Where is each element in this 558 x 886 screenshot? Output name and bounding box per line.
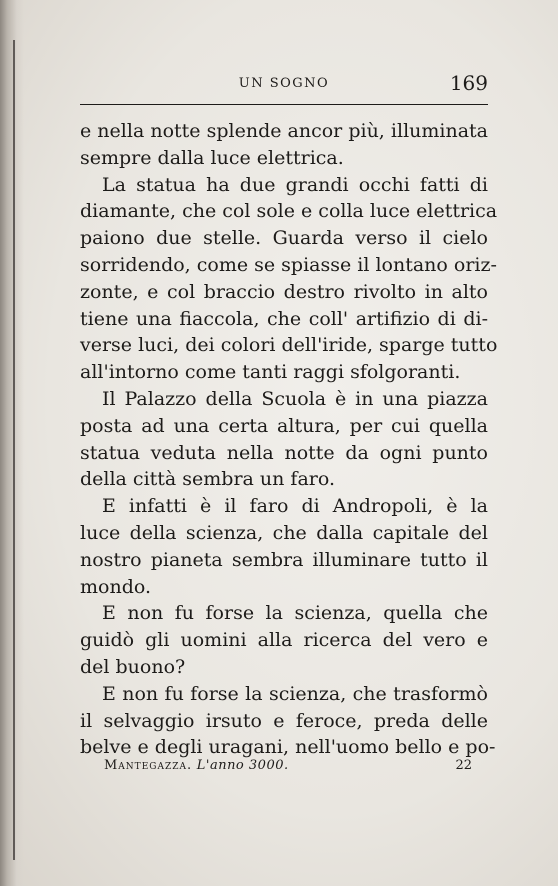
text-line: luce della scienza, che dalla capitale del <box>80 521 488 544</box>
running-title: UN SOGNO <box>238 76 330 91</box>
header-rule <box>80 104 488 105</box>
text-line: posta ad una certa altura, per cui quella <box>80 414 488 437</box>
text-line: zonte, e col braccio destro rivolto in alto <box>80 280 488 303</box>
text-line: sorridendo, come se spiasse il lontano oriz- <box>80 253 497 276</box>
binding-edge <box>0 0 24 886</box>
footer-signature-number: 22 <box>455 758 472 773</box>
text-line: nostro pianeta sembra illuminare tutto il <box>80 548 488 571</box>
text-line: della città sembra un faro. <box>80 468 336 491</box>
text-line: La statua ha due grandi occhi fatti di <box>102 173 488 196</box>
text-line: belve e degli uragani, nell'uomo bello e po- <box>80 736 496 759</box>
text-line: e nella notte splende ancor più, illuminata <box>80 120 488 142</box>
footer-book-reference <box>104 758 289 773</box>
text-line: guidò gli uomini alla ricerca del vero e <box>80 629 488 652</box>
text-line: Il Palazzo della Scuola è in una piazza <box>102 387 488 410</box>
binding-line <box>13 40 15 860</box>
text-line: sempre dalla luce elettrica. <box>80 146 344 169</box>
text-line: del buono? <box>80 655 186 678</box>
text-line: il selvaggio irsuto e feroce, preda delle <box>80 709 488 732</box>
body-text <box>80 118 498 761</box>
text-line: statua veduta nella notte da ogni punto <box>80 441 488 464</box>
footer-signature-line <box>104 758 472 778</box>
footer-title: L'anno 3000. <box>196 758 289 773</box>
text-line: E non fu forse la scienza, che trasformò <box>102 682 488 705</box>
text-line: paiono due stelle. Guarda verso il cielo <box>80 227 488 250</box>
running-head <box>80 72 488 94</box>
page-number: 169 <box>449 71 488 95</box>
text-line: verse luci, dei colori dell'iride, sparge tutto <box>80 334 498 357</box>
text-line: tiene una fiaccola, che coll' artifizio di di- <box>80 307 488 330</box>
text-line: diamante, che col sole e colla luce elettrica <box>80 200 498 223</box>
text-line: E infatti è il faro di Andropoli, è la <box>102 495 488 518</box>
text-line: mondo. <box>80 575 151 598</box>
footer-author: Mantegazza. <box>104 758 193 773</box>
text-line: all'intorno come tanti raggi sfolgoranti. <box>80 361 461 384</box>
text-line: E non fu forse la scienza, quella che <box>102 602 488 625</box>
